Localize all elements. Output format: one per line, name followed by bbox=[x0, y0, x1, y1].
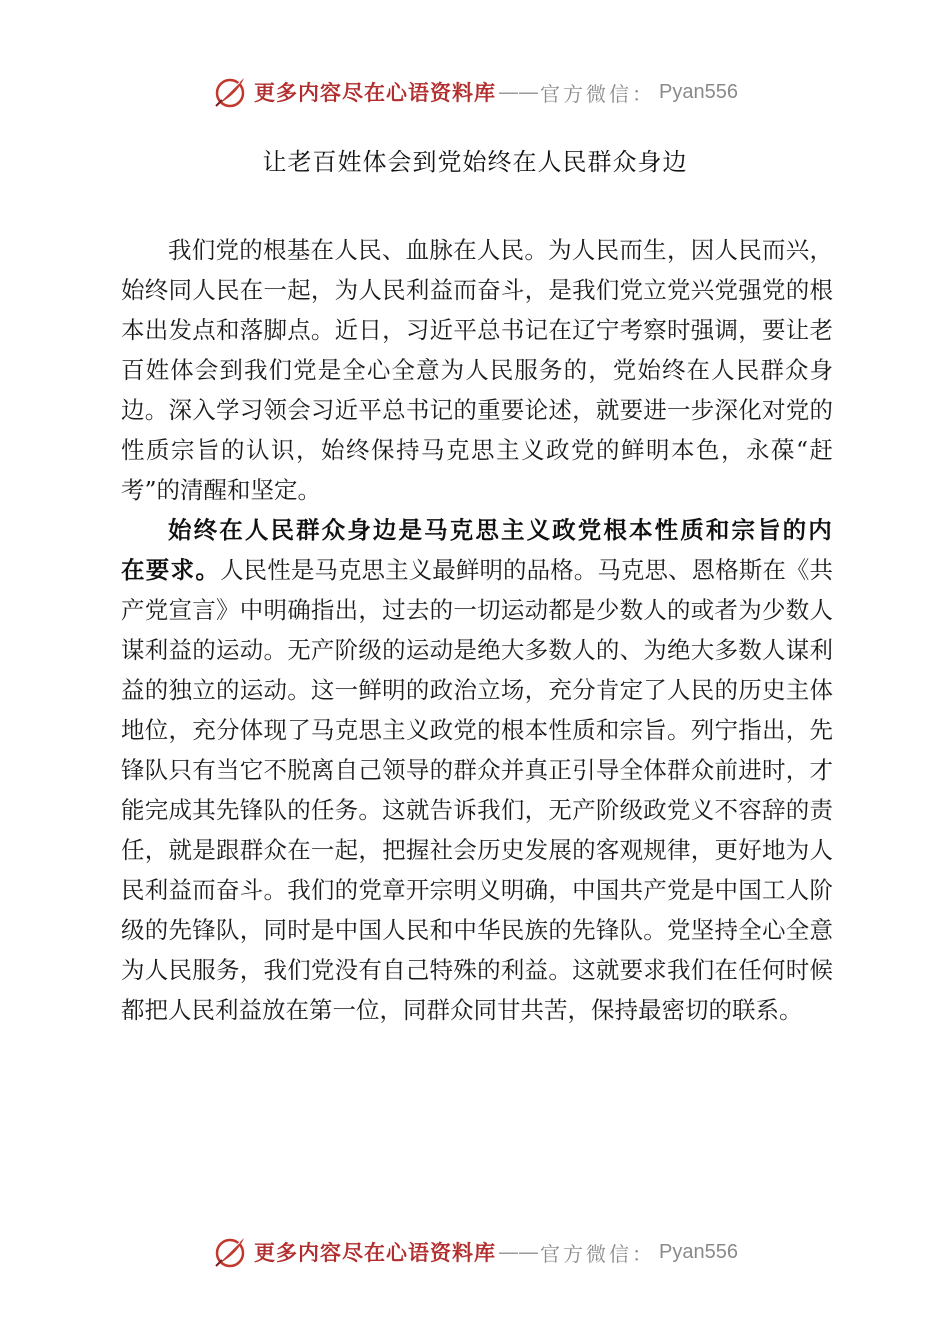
wechat-id: Pyan556 bbox=[659, 80, 738, 103]
wechat-label: 官方微信： bbox=[540, 81, 656, 106]
paragraph-2-lead: 始终在人民群众身边是马克思主义政党根本性质和宗旨的内在要求。 bbox=[121, 516, 833, 584]
document-body bbox=[121, 230, 833, 1030]
paragraph-1-text: 我们党的根基在人民、血脉在人民。为人民而生，因人民而兴，始终同人民在一起，为人民利益而奋斗，是我们党立党兴党强党的根本出发点和落脚点。近日，习近平总书记在辽宁考察时强调，要让老百姓体会到我们党是全心全意为人民服务的，党始终在人民群众身边。深入学习领会习近平总书记的重要论述，就要进一步深化对党的性质宗旨的认识，始终保持马克思主义政党的鲜明本色，永葆“赶考”的清醒和坚定。 bbox=[121, 236, 833, 504]
footer-banner bbox=[0, 1230, 950, 1274]
header-banner bbox=[0, 70, 950, 114]
document-title: 让老百姓体会到党始终在人民群众身边 bbox=[262, 148, 688, 176]
feather-quill-logo-icon bbox=[212, 1234, 248, 1270]
banner-separator: —— bbox=[498, 1240, 539, 1264]
wechat-id: Pyan556 bbox=[659, 1240, 738, 1263]
paragraph-2-text: 人民性是马克思主义最鲜明的品格。马克思、恩格斯在《共产党宣言》中明确指出，过去的一切运动都是少数人的或者为少数人谋利益的运动。无产阶级的运动是绝大多数人的、为绝大多数人谋利益的独立的运动。这一鲜明的政治立场，充分肯定了人民的历史主体地位，充分体现了马克思主义政党的根本性质和宗旨。列宁指出，先锋队只有当它不脱离自己领导的群众并真正引导全体群众前进时，才能完成其先锋队的任务。这就告诉我们，无产阶级政党义不容辞的责任，就是跟群众在一起，把握社会历史发展的客观规律，更好地为人民利益而奋斗。我们的党章开宗明义明确，中国共产党是中国工人阶级的先锋队，同时是中国人民和中华民族的先锋队。党坚持全心全意为人民服务，我们党没有自己特殊的利益。这就要求我们在任何时候都把人民利益放在第一位，同群众同甘共苦，保持最密切的联系。 bbox=[121, 556, 833, 1024]
paragraph-2 bbox=[121, 510, 833, 1030]
banner-separator: —— bbox=[498, 80, 539, 104]
brand-text: 更多内容尽在心语资料库 bbox=[254, 1240, 497, 1265]
feather-quill-logo-icon bbox=[212, 74, 248, 110]
wechat-label: 官方微信： bbox=[540, 1241, 656, 1266]
paragraph-1 bbox=[121, 230, 833, 510]
brand-text: 更多内容尽在心语资料库 bbox=[254, 80, 497, 105]
